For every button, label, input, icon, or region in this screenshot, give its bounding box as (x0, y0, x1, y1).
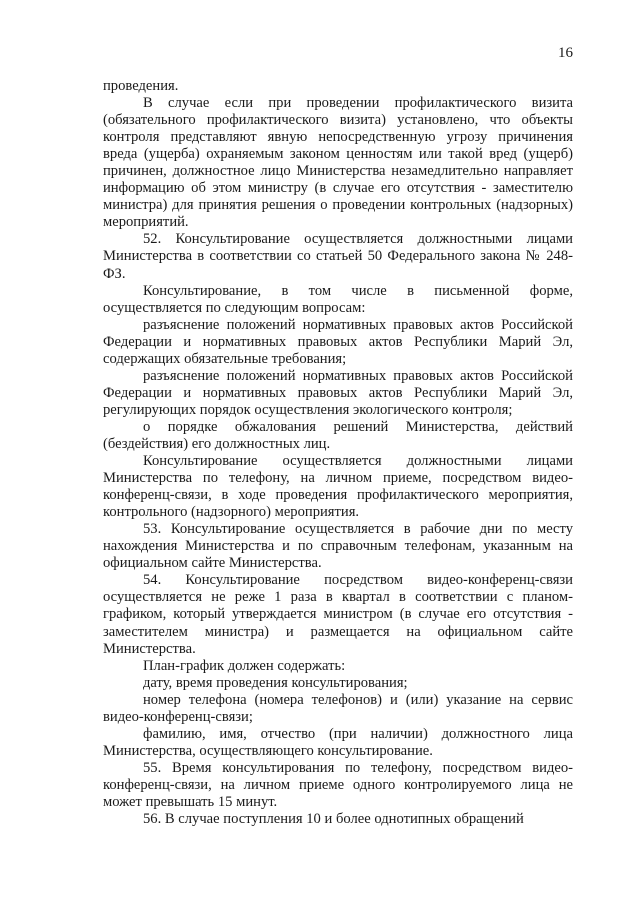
list-item: разъяснение положений нормативных правовых актов Российской Федерации и нормативных правовых актов Республики Марий Эл, регулирующих порядок осуществления экологического контроля; (103, 367, 573, 418)
paragraph: проведения. (103, 78, 179, 94)
paragraph: В случае если при проведении профилактического визита (обязательного профилактического визита) установлено, что объекты контроля представляют явную непосредственную угрозу причинения вреда (ущерба) охраняемым законом ценностям или такой вред (ущерб) причинен, должностное лицо Министерства незамедлительно направляет информацию об этом министру (в случае его отсутствия - заместителю министра) для принятия решения о проведении контрольных (надзорных) мероприятий. (103, 95, 573, 231)
paragraph-clause-52: 52. Консультирование осуществляется должностными лицами Министерства в соответствии со статьей 50 Федерального закона № 248-ФЗ. (103, 231, 573, 282)
list-item: разъяснение положений нормативных правовых актов Российской Федерации и нормативных правовых актов Республики Марий Эл, содержащих обязательные требования; (103, 316, 573, 367)
paragraph-clause-56: 56. В случае поступления 10 и более однотипных обращений (143, 811, 524, 828)
list-item: фамилию, имя, отчество (при наличии) должностного лица Министерства, осуществляющего консультирование. (103, 725, 573, 759)
list-item: номер телефона (номера телефонов) и (или) указание на сервис видео-конференц-связи; (103, 691, 573, 725)
list-item: о порядке обжалования решений Министерства, действий (бездействия) его должностных лиц. (103, 418, 573, 452)
paragraph-clause-55: 55. Время консультирования по телефону, посредством видео-конференц-связи, на личном приеме одного контролируемого лица не может превышать 15 минут. (103, 759, 573, 810)
paragraph: Консультирование, в том числе в письменной форме, осуществляется по следующим вопросам: (103, 282, 573, 316)
page-number: 16 (558, 45, 573, 61)
paragraph: Консультирование осуществляется должностными лицами Министерства по телефону, на личном приеме, посредством видео-конференц-связи, в ходе проведения профилактического мероприятия, контрольного (надзорного) мероприятия. (103, 453, 573, 521)
paragraph-clause-53: 53. Консультирование осуществляется в рабочие дни по месту нахождения Министерства и по справочным телефонам, указанным на официальном сайте Министерства. (103, 521, 573, 572)
paragraph: План-график должен содержать: (143, 657, 346, 674)
paragraph-clause-54: 54. Консультирование посредством видео-конференц-связи осуществляется не реже 1 раза в квартал в соответствии с планом-графиком, который утверждается министром (в случае его отсутствия - заместителем министра) и размещается на официальном сайте Министерства. (103, 572, 573, 657)
document-body (103, 78, 573, 828)
list-item: дату, время проведения консультирования; (143, 674, 408, 691)
